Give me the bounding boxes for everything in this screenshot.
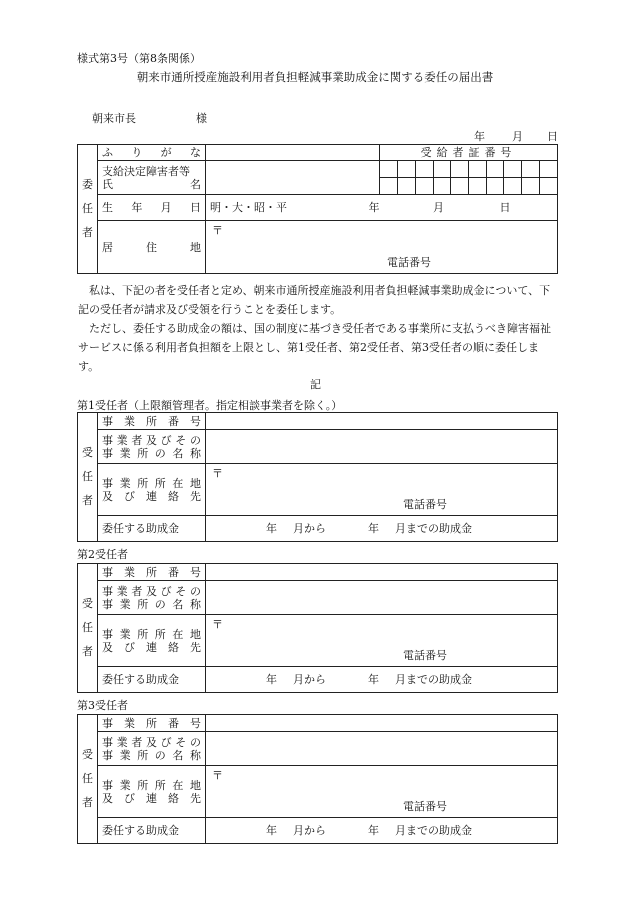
addressee-honorific: 様 [196, 112, 207, 125]
date-year: 年 [474, 130, 485, 143]
location-label: 事 業 所 所 在 地 及 び 連 絡 先 [98, 766, 206, 818]
furigana-field[interactable] [206, 145, 380, 161]
operator-name-label: 事 業 者 及 び そ の 事 業 所 の 名 称 [98, 581, 206, 615]
agent-1-table [77, 412, 558, 542]
recipient-id-label: 受給者証番号 [380, 145, 558, 161]
name-field[interactable] [206, 161, 380, 195]
operator-name-label: 事 業 者 及 び そ の 事 業 所 の 名 称 [98, 732, 206, 766]
phone-label: 電話番号 [387, 256, 431, 269]
location-field[interactable] [206, 464, 558, 516]
agent-2-heading: 第2受任者 [77, 548, 128, 561]
form-number: 様式第3号（第8条関係） [77, 52, 201, 65]
office-number-field[interactable] [206, 413, 558, 430]
ki-mark: 記 [310, 378, 321, 391]
office-number-field[interactable] [206, 564, 558, 581]
birth-field[interactable]: 明・大・昭・平 年 月 日 [206, 195, 558, 221]
office-number-field[interactable] [206, 715, 558, 732]
phone-label: 電話番号 [403, 498, 447, 511]
subsidy-label: 委任する助成金 [98, 516, 206, 542]
subsidy-period-field[interactable]: 年 月から 年 月までの助成金 [206, 516, 558, 542]
delegator-table [77, 144, 558, 274]
agent-3-table [77, 714, 558, 844]
subsidy-label: 委任する助成金 [98, 667, 206, 693]
paragraph-2: ただし、委任する助成金の額は、国の制度に基づき受任者である事業所に支払うべき障害福祉サービスに係る利用者負担額を上限とし、第1受任者、第2受任者、第3受任者の順に委任します。 [78, 322, 551, 373]
recipient-id-boxes[interactable] [380, 161, 558, 195]
phone-label: 電話番号 [403, 800, 447, 813]
subsidy-period-field[interactable]: 年 月から 年 月までの助成金 [206, 818, 558, 844]
operator-name-field[interactable] [206, 732, 558, 766]
subsidy-period-field[interactable]: 年 月から 年 月までの助成金 [206, 667, 558, 693]
zip-mark: 〒 [212, 769, 223, 782]
location-field[interactable] [206, 766, 558, 818]
address-field[interactable] [206, 221, 558, 274]
location-label: 事 業 所 所 在 地 及 び 連 絡 先 [98, 615, 206, 667]
agent-3-heading: 第3受任者 [77, 699, 128, 712]
birth-label: 生 年 月 日 [98, 195, 206, 221]
office-number-label: 事 業 所 番 号 [98, 564, 206, 581]
agent-side-label: 受 任 者 [78, 564, 98, 693]
delegator-side-label: 委 任 者 [78, 145, 98, 274]
subsidy-label: 委任する助成金 [98, 818, 206, 844]
zip-mark: 〒 [212, 467, 223, 480]
zip-mark: 〒 [212, 224, 223, 237]
agent-2-table [77, 563, 558, 693]
address-label: 居 住 地 [98, 221, 206, 274]
location-label: 事 業 所 所 在 地 及 び 連 絡 先 [98, 464, 206, 516]
phone-label: 電話番号 [403, 649, 447, 662]
operator-name-field[interactable] [206, 430, 558, 464]
date-month: 月 [512, 130, 523, 143]
location-field[interactable] [206, 615, 558, 667]
addressee-name: 朝来市長 [92, 112, 136, 125]
name-label: 支給決定障害者等 氏 名 [98, 161, 206, 195]
agent-1-heading: 第1受任者（上限額管理者。指定相談事業者を除く。） [77, 399, 343, 412]
furigana-label: ふ り が な [98, 145, 206, 161]
office-number-label: 事 業 所 番 号 [98, 413, 206, 430]
operator-name-label: 事 業 者 及 び そ の 事 業 所 の 名 称 [98, 430, 206, 464]
form-title: 朝来市通所授産施設利用者負担軽減事業助成金に関する委任の届出書 [136, 70, 494, 84]
date-day: 日 [547, 130, 558, 143]
agent-side-label: 受 任 者 [78, 715, 98, 844]
agent-side-label: 受 任 者 [78, 413, 98, 542]
office-number-label: 事 業 所 番 号 [98, 715, 206, 732]
zip-mark: 〒 [212, 618, 223, 631]
paragraph-1: 私は、下記の者を受任者と定め、朝来市通所授産施設利用者負担軽減事業助成金について、下記の受任者が請求及び受領を行うことを委任します。 [78, 284, 551, 316]
operator-name-field[interactable] [206, 581, 558, 615]
